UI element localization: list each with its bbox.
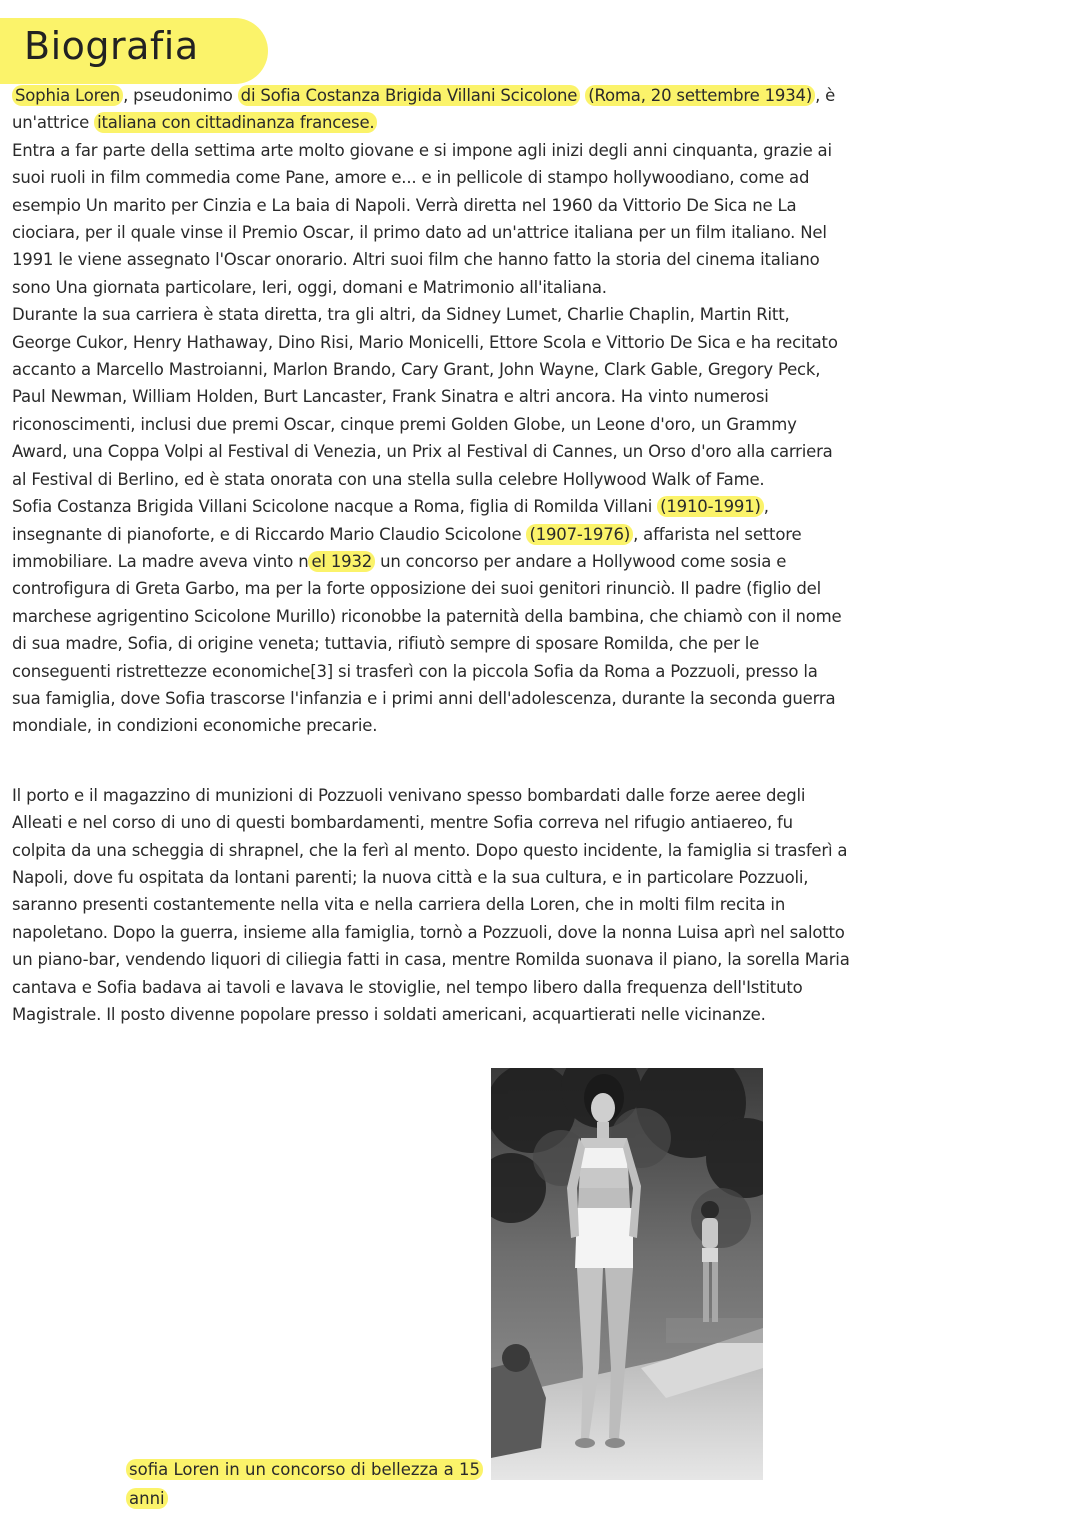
highlight-name: Sophia Loren [12, 85, 123, 106]
intro-paragraph [12, 82, 850, 137]
page-title: Biografia [24, 24, 199, 68]
caption-line [126, 1455, 498, 1484]
directors-paragraph: Durante la sua carriera è stata diretta, tra gli altri, da Sidney Lumet, Charlie Chaplin, Martin Ritt, George Cukor, Henry Hathaway, Dino Risi, Mario Monicelli, Ettore Scola e Vittorio De Sica e ha recitato accanto a Marcello Mastroianni, Marlon Brando, Cary Grant, John Wayne, Clark Gable, Gregory Peck, Paul Newman, William Holden, Burt Lancaster, Frank Sinatra e altri ancora. Ha vinto numerosi riconoscimenti, inclusi due premi Oscar, cinque premi Golden Globe, un Leone d'oro, un Grammy Award, una Coppa Volpi al Festival di Venezia, un Prix al Festival di Cannes, un Orso d'oro alla carriera al Festival di Berlino, ed è stata onorata con una stella sulla celebre Hollywood Walk of Fame. [12, 305, 838, 489]
photo-caption [126, 1455, 498, 1513]
career-paragraph: Entra a far parte della settima arte molto giovane e si impone agli inizi degli anni cinquanta, grazie ai suoi ruoli in film commedia come Pane, amore e... e in pellicole di stampo hollywoodiano, come ad esempio Un marito per Cinzia e La baia di Napoli. Verrà diretta nel 1960 da Vittorio De Sica ne La ciociara, per il quale vinse il Premio Oscar, il primo dato ad un'attrice italiana per un film italiano. Nel 1991 le viene assegnato l'Oscar onorario. Altri suoi film che hanno fatto la storia del cinema italiano sono Una giornata particolare, Ieri, oggi, domani e Matrimonio all'italiana. [12, 140, 832, 297]
highlight-birth-date: (Roma, 20 settembre 1934) [585, 85, 815, 106]
caption-line [126, 1484, 498, 1513]
war-paragraph: Il porto e il magazzino di munizioni di Pozzuoli venivano spesso bombardati dalle forze aeree degli Alleati e nel corso di uno di questi bombardamenti, mentre Sofia correva nel rifugio antiaereo, fu colpita da una scheggia di shrapnel, che la ferì al mento. Dopo questo incidente, la famiglia si trasferì a Napoli, dove fu ospitata da lontani parenti; la nuova città e la sua cultura, e in particolare Pozzuoli, saranno presenti costantemente nella vita e nella carriera della Loren, che in molti film recita in napoletano. Dopo la guerra, insieme alla famiglia, tornò a Pozzuoli, dove la nonna Luisa aprì nel salotto un piano-bar, vendendo liquori di ciliegia fatti in casa, mentre Romilda suonava il piano, la sorella Maria cantava e Sofia badava ai tavoli e lavava le stoviglie, nel tempo libero dalla frequenza dell'Istituto Magistrale. Il posto divenne popolare presso i soldati americani, acquartierati nelle vicinanze. [12, 785, 850, 1024]
biography-text [12, 82, 850, 1028]
intro-text: , è un'attrice [12, 86, 836, 133]
family-text: un concorso per andare a Hollywood come sosia e controfigura di Greta Garbo, ma per la forte opposizione dei suoi genitori rinunciò. Il padre (figlio del marchese agrigentino Scicolone Murillo) riconobbe la paternità della bambina, che chiamò con il nome di sua madre, Sofia, di origine veneta; tuttavia, rifiutò sempre di sposare Romilda, che per le conseguenti ristrettezze economiche[3] si trasferì con la piccola Sofia da Roma a Pozzuoli, presso la sua famiglia, dove Sofia trascorse l'infanzia e i primi anni dell'adolescenza, durante la seconda guerra mondiale, in condizioni economiche precarie. [12, 551, 842, 736]
highlight-mother-years: (1910-1991) [657, 496, 764, 517]
highlight-year-1932: el 1932 [308, 551, 375, 572]
family-paragraph [12, 493, 850, 740]
highlight-nationality: italiana con cittadinanza francese. [94, 112, 377, 133]
family-text: , insegnante di pianoforte, e di Riccardo Mario Claudio Scicolone [12, 497, 769, 544]
highlight-birth-name: di Sofia Costanza Brigida Villani Scicolone [238, 85, 581, 106]
family-text: Sofia Costanza Brigida Villani Scicolone nacque a Roma, figlia di Romilda Villani [12, 497, 658, 517]
beauty-contest-photo [491, 1068, 763, 1480]
caption-line-1: sofia Loren in un concorso di bellezza a 15 [126, 1459, 483, 1480]
paragraph-gap [12, 740, 850, 782]
family-text: , affarista nel settore immobiliare. La madre aveva vinto n [12, 524, 802, 571]
intro-text: , pseudonimo [123, 86, 238, 105]
highlight-father-years: (1907-1976) [526, 524, 633, 545]
title-block [0, 18, 268, 84]
caption-line-2: anni [126, 1488, 168, 1509]
